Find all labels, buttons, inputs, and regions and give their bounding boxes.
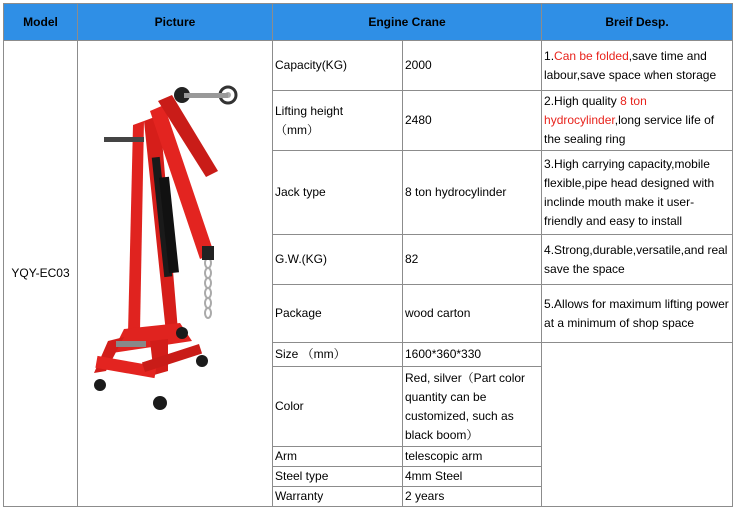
spec-value-text: telescopic arm [405,449,483,463]
spec-label [273,367,403,447]
header-picture: Picture [78,4,273,41]
spec-value [403,343,542,367]
spec-label [273,467,403,487]
spec-label-text: Package [275,306,322,320]
table-row [4,41,733,91]
desc-highlight: 8 ton hydrocylinder [544,94,647,127]
spec-value-text: 2480 [405,113,432,127]
spec-label-text: Warranty [275,489,324,503]
spec-value [403,235,542,285]
spec-label-text: G.W.(KG) [275,252,327,266]
spec-label [273,41,403,91]
desc-item [542,151,733,235]
spec-value [403,467,542,487]
header-desc: Breif Desp. [542,4,733,41]
spec-label [273,285,403,343]
spec-value-text: 8 ton hydrocylinder [405,185,507,199]
spec-value-text: 1600*360*330 [405,347,482,361]
spec-label-text: Size （mm） [275,347,346,361]
desc-item [542,285,733,343]
spec-label-text: Jack type [275,185,326,199]
desc-text: ,long service life of the sealing ring [544,113,715,146]
desc-text: 4.Strong,durable,versatile,and real save the space [544,242,728,276]
spec-value [403,487,542,507]
spec-label [273,235,403,285]
spec-value-text: 82 [405,252,419,266]
spec-label [273,447,403,467]
desc-text: 1. [544,48,555,63]
model-value: YQY-EC03 [4,41,78,507]
spec-label-text: Steel type [275,469,329,483]
spec-value-text: 2000 [405,58,432,72]
spec-value [403,367,542,447]
spec-table [3,3,733,507]
spec-label [273,151,403,235]
spec-value-text: Red, silver（Part color quantity can be customized, such as black boom） [405,370,526,442]
spec-label-text: Capacity(KG) [275,58,348,72]
header-row [4,4,733,41]
desc-highlight: Can be folded [554,48,629,63]
desc-text: ,save time and labour,save space when storage [544,48,717,82]
spec-value [403,41,542,91]
spec-value-text: 2 years [405,489,445,503]
desc-text: 2.High quality [544,94,621,108]
spec-label-text: Arm [275,449,297,463]
desc-empty [542,343,733,507]
desc-text: 3.High carrying capacity,mobile flexible,pipe head designed with inclinde mouth make it user-friendly and easy to install [544,156,715,228]
spec-sheet [3,3,732,506]
spec-label-text: Lifting height （mm） [275,103,344,137]
desc-item [542,41,733,91]
spec-label-text: Color [275,399,304,413]
spec-value [403,447,542,467]
spec-value [403,151,542,235]
spec-value [403,91,542,151]
desc-text: 5.Allows for maximum lifting power at a minimum of shop space [544,296,729,330]
desc-item [542,91,733,151]
spec-label [273,343,403,367]
spec-value-text: 4mm Steel [405,469,463,483]
spec-value [403,285,542,343]
desc-item [542,235,733,285]
engine-crane-image [80,41,273,506]
spec-label [273,487,403,507]
spec-label [273,91,403,151]
product-picture [78,41,273,507]
spec-value-text: wood carton [405,306,471,320]
header-model: Model [4,4,78,41]
header-engine-crane: Engine Crane [273,4,542,41]
